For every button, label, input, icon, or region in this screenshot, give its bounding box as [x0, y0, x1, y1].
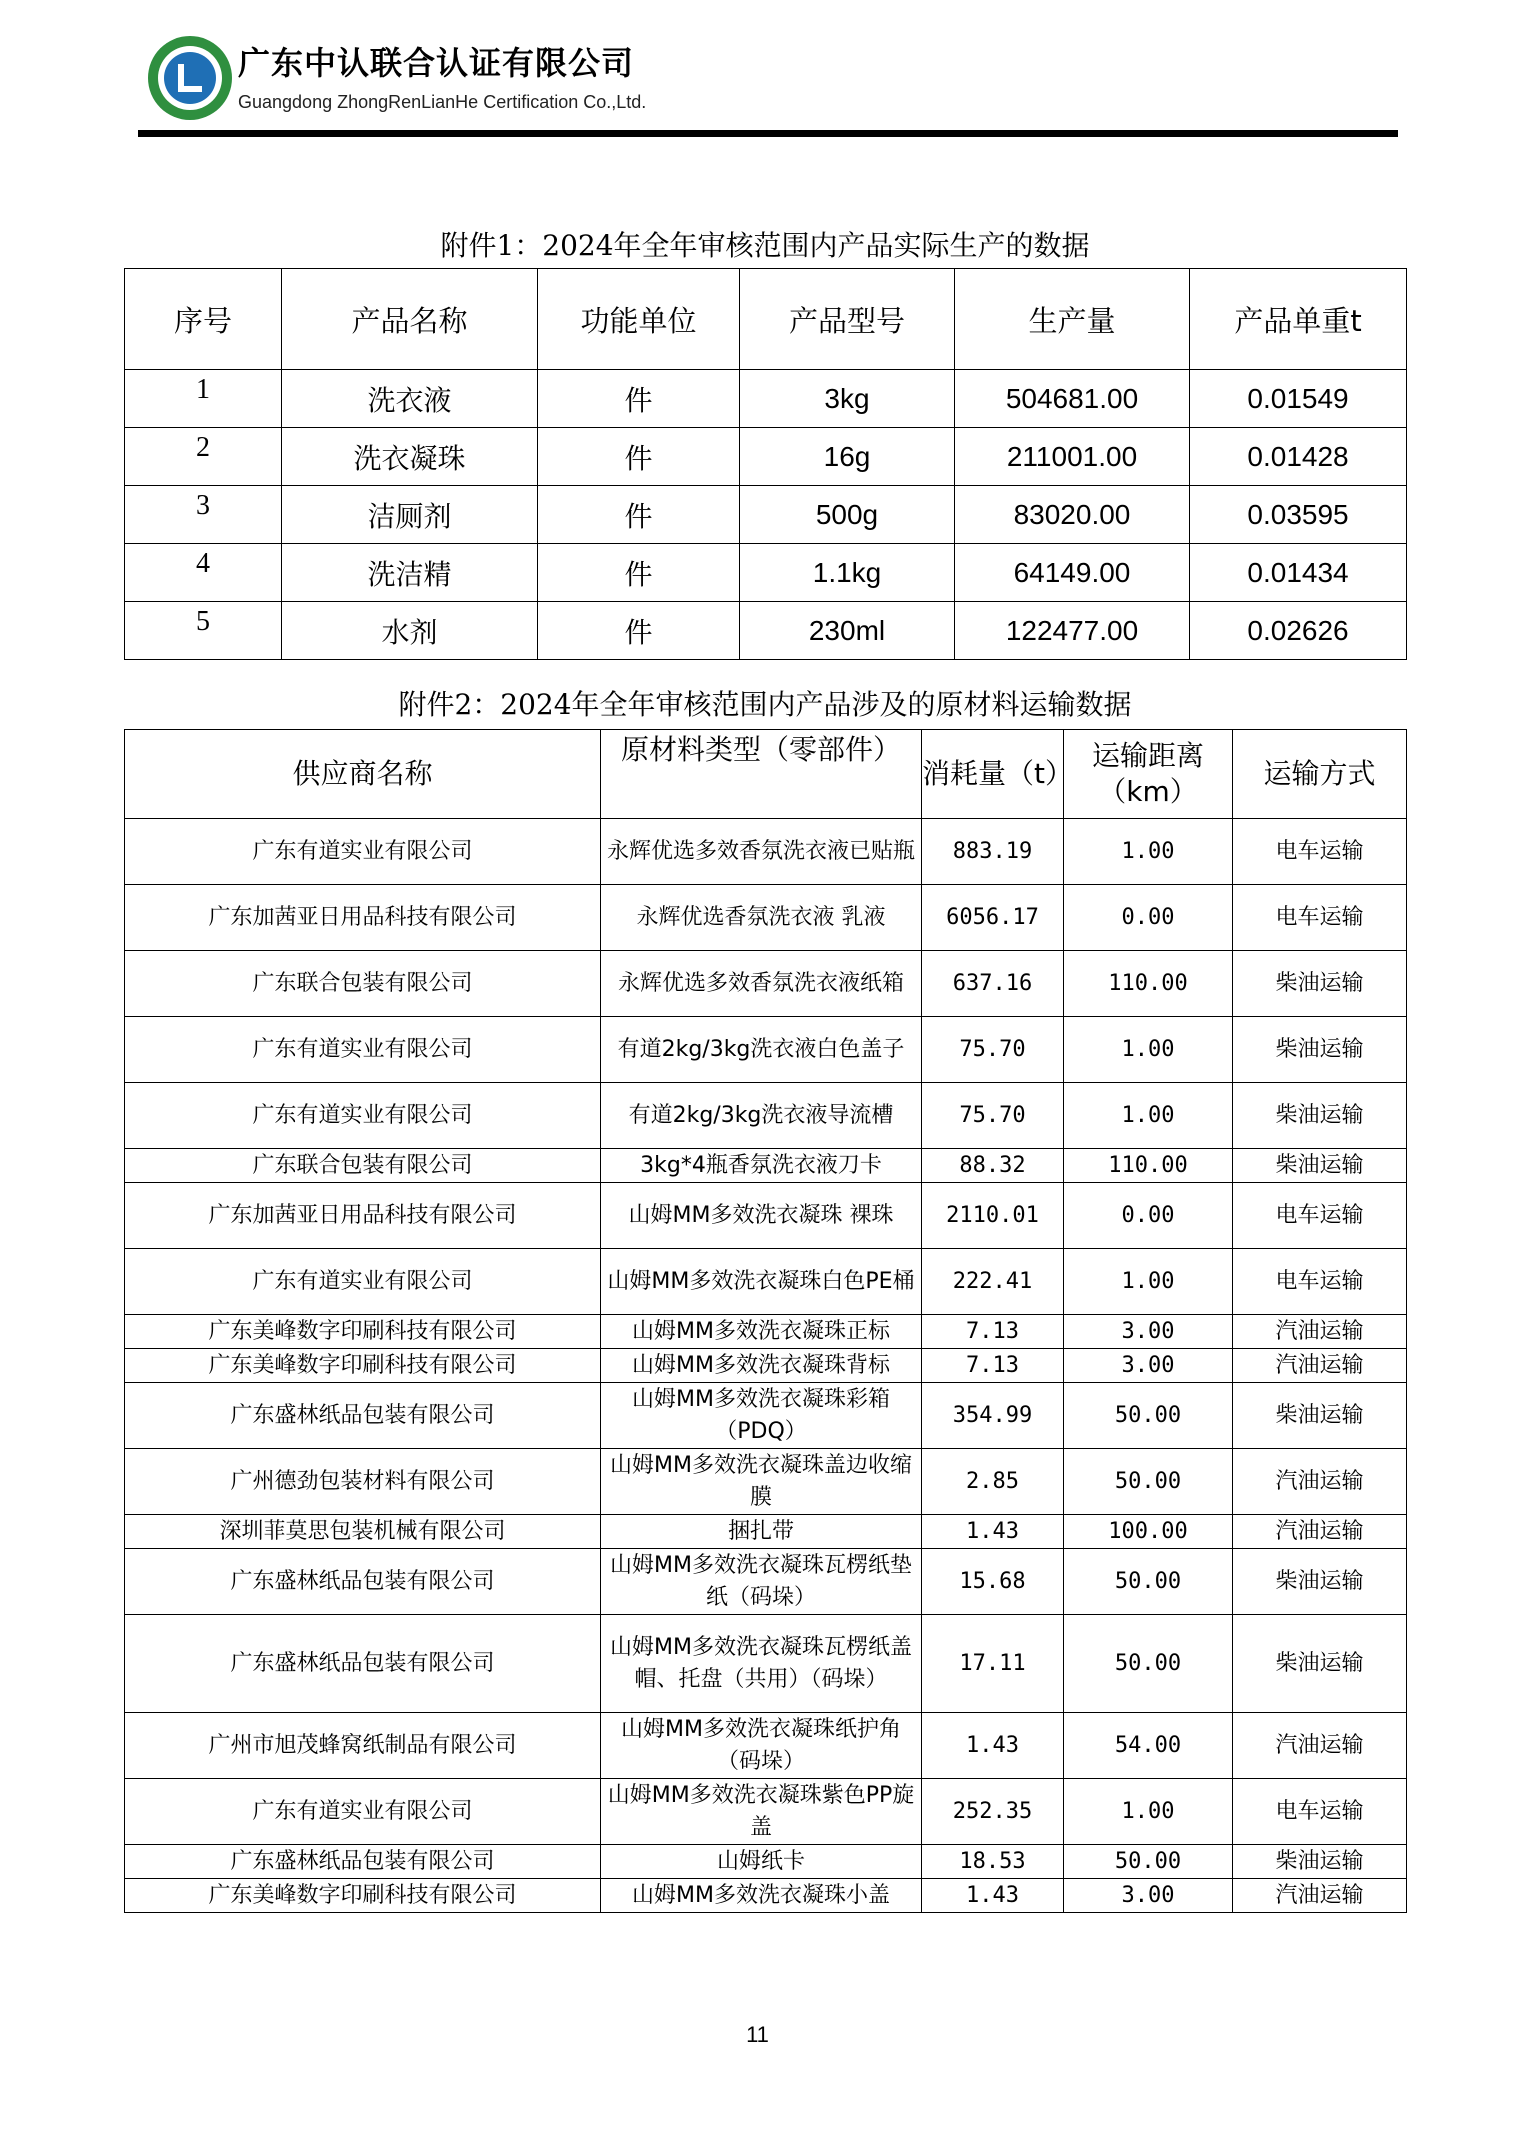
table-header-row — [125, 730, 1407, 819]
production-data-table — [124, 268, 1407, 660]
table-cell: 3kg — [740, 370, 955, 428]
table-cell: 汽油运输 — [1233, 1349, 1407, 1383]
table-row — [125, 1845, 1407, 1879]
table-cell: 柴油运输 — [1233, 1615, 1407, 1713]
table-cell: 广州市旭茂蜂窝纸制品有限公司 — [125, 1713, 601, 1779]
table-cell: 3kg*4瓶香氛洗衣液刀卡 — [601, 1149, 922, 1183]
header-cell: 运输方式 — [1233, 730, 1407, 819]
table-cell: 16g — [740, 428, 955, 486]
table-cell: 山姆MM多效洗衣凝珠正标 — [601, 1315, 922, 1349]
table-cell: 柴油运输 — [1233, 1383, 1407, 1449]
table-cell: 0.01428 — [1190, 428, 1407, 486]
table-row — [125, 1615, 1407, 1713]
table-cell: 深圳菲莫思包装机械有限公司 — [125, 1515, 601, 1549]
table-cell: 广东有道实业有限公司 — [125, 819, 601, 885]
header-divider — [138, 130, 1398, 137]
table-row — [125, 885, 1407, 951]
table-cell: 件 — [538, 370, 740, 428]
header-cell: 运输距离（km） — [1064, 730, 1233, 819]
table-cell: 水剂 — [282, 602, 538, 660]
table-cell: 0.03595 — [1190, 486, 1407, 544]
table-cell: 洗洁精 — [282, 544, 538, 602]
table-cell: 山姆MM多效洗衣凝珠紫色PP旋盖 — [601, 1779, 922, 1845]
table-row — [125, 602, 1407, 660]
table-cell: 122477.00 — [955, 602, 1190, 660]
table-cell: 柴油运输 — [1233, 1149, 1407, 1183]
table-cell: 广东有道实业有限公司 — [125, 1249, 601, 1315]
table-cell: 15.68 — [922, 1549, 1064, 1615]
table-cell: 1.1kg — [740, 544, 955, 602]
table-cell: 有道2kg/3kg洗衣液白色盖子 — [601, 1017, 922, 1083]
company-name-en: Guangdong ZhongRenLianHe Certification Co.,Ltd. — [238, 92, 647, 112]
table-cell: 山姆MM多效洗衣凝珠瓦楞纸垫纸（码垛） — [601, 1549, 922, 1615]
table-row — [125, 1549, 1407, 1615]
table-row — [125, 819, 1407, 885]
table-cell: 50.00 — [1064, 1615, 1233, 1713]
table-row — [125, 1713, 1407, 1779]
table-cell: 0.01549 — [1190, 370, 1407, 428]
table-cell: 洗衣凝珠 — [282, 428, 538, 486]
table-cell: 1.43 — [922, 1713, 1064, 1779]
table-cell: 3.00 — [1064, 1315, 1233, 1349]
table-cell: 7.13 — [922, 1349, 1064, 1383]
table-row — [125, 486, 1407, 544]
table-row — [125, 1879, 1407, 1913]
table-cell: 1.00 — [1064, 1017, 1233, 1083]
table-cell: 永辉优选多效香氛洗衣液纸箱 — [601, 951, 922, 1017]
table-cell: 柴油运输 — [1233, 1845, 1407, 1879]
table-cell: 广东盛林纸品包装有限公司 — [125, 1383, 601, 1449]
table-cell: 1.00 — [1064, 1083, 1233, 1149]
header-cell: 生产量 — [955, 269, 1190, 370]
table-cell: 54.00 — [1064, 1713, 1233, 1779]
table-cell: 有道2kg/3kg洗衣液导流槽 — [601, 1083, 922, 1149]
table-cell: 230ml — [740, 602, 955, 660]
table-cell: 504681.00 — [955, 370, 1190, 428]
table-cell: 汽油运输 — [1233, 1515, 1407, 1549]
table-cell: 广东美峰数字印刷科技有限公司 — [125, 1349, 601, 1383]
header-cell: 产品型号 — [740, 269, 955, 370]
table-cell: 洁厕剂 — [282, 486, 538, 544]
table-cell: 88.32 — [922, 1149, 1064, 1183]
table-cell: 1.00 — [1064, 1779, 1233, 1845]
header-cell: 消耗量（t） — [922, 730, 1064, 819]
table-cell: 汽油运输 — [1233, 1315, 1407, 1349]
page-header — [138, 30, 1398, 142]
table-cell: 山姆MM多效洗衣凝珠纸护角（码垛） — [601, 1713, 922, 1779]
table-cell: 3.00 — [1064, 1349, 1233, 1383]
table-row — [125, 951, 1407, 1017]
table-cell: 山姆MM多效洗衣凝珠小盖 — [601, 1879, 922, 1913]
table-row — [125, 370, 1407, 428]
table-cell: 山姆MM多效洗衣凝珠瓦楞纸盖帽、托盘（共用）（码垛） — [601, 1615, 922, 1713]
table-row — [125, 1383, 1407, 1449]
table-row — [125, 1515, 1407, 1549]
table-cell: 广东有道实业有限公司 — [125, 1779, 601, 1845]
table-cell: 18.53 — [922, 1845, 1064, 1879]
header-cell: 功能单位 — [538, 269, 740, 370]
table-cell: 柴油运输 — [1233, 1083, 1407, 1149]
table-cell: 柴油运输 — [1233, 951, 1407, 1017]
material-transport-table — [124, 729, 1407, 1913]
table-cell: 50.00 — [1064, 1449, 1233, 1515]
table-cell: 件 — [538, 428, 740, 486]
table-cell: 0.02626 — [1190, 602, 1407, 660]
table-row — [125, 1349, 1407, 1383]
table-cell: 广东盛林纸品包装有限公司 — [125, 1615, 601, 1713]
table-cell: 110.00 — [1064, 1149, 1233, 1183]
table-cell: 83020.00 — [955, 486, 1190, 544]
table-cell: 3 — [125, 486, 282, 544]
table-cell: 件 — [538, 544, 740, 602]
company-name-cn: 广东中认联合认证有限公司 — [238, 44, 635, 82]
header-cell: 序号 — [125, 269, 282, 370]
table-cell: 75.70 — [922, 1017, 1064, 1083]
table-cell: 50.00 — [1064, 1845, 1233, 1879]
table-cell: 件 — [538, 602, 740, 660]
table-cell: 广东盛林纸品包装有限公司 — [125, 1549, 601, 1615]
table-row — [125, 544, 1407, 602]
table-header-row — [125, 269, 1407, 370]
table-cell: 0.00 — [1064, 885, 1233, 951]
table2-caption: 附件2：2024年全年审核范围内产品涉及的原材料运输数据 — [398, 688, 1132, 721]
table-cell: 64149.00 — [955, 544, 1190, 602]
table-row — [125, 1183, 1407, 1249]
table-cell: 广东加茜亚日用品科技有限公司 — [125, 1183, 601, 1249]
table-cell: 2110.01 — [922, 1183, 1064, 1249]
table-cell: 柴油运输 — [1233, 1017, 1407, 1083]
table-cell: 山姆MM多效洗衣凝珠 裸珠 — [601, 1183, 922, 1249]
table-cell: 电车运输 — [1233, 1779, 1407, 1845]
table-cell: 广东美峰数字印刷科技有限公司 — [125, 1879, 601, 1913]
table-cell: 354.99 — [922, 1383, 1064, 1449]
table-cell: 山姆MM多效洗衣凝珠彩箱（PDQ） — [601, 1383, 922, 1449]
table-cell: 883.19 — [922, 819, 1064, 885]
table-cell: 电车运输 — [1233, 1183, 1407, 1249]
header-cell: 产品名称 — [282, 269, 538, 370]
table-row — [125, 1449, 1407, 1515]
table-row — [125, 1779, 1407, 1845]
table-cell: 广东加茜亚日用品科技有限公司 — [125, 885, 601, 951]
table-cell: 电车运输 — [1233, 885, 1407, 951]
header-cell: 原材料类型（零部件） — [601, 730, 922, 819]
company-logo — [148, 36, 232, 120]
table-cell: 5 — [125, 602, 282, 660]
table-cell: 洗衣液 — [282, 370, 538, 428]
table-cell: 山姆MM多效洗衣凝珠背标 — [601, 1349, 922, 1383]
table-cell: 0.00 — [1064, 1183, 1233, 1249]
table-cell: 广东有道实业有限公司 — [125, 1083, 601, 1149]
table-cell: 110.00 — [1064, 951, 1233, 1017]
table-cell: 500g — [740, 486, 955, 544]
table-cell: 637.16 — [922, 951, 1064, 1017]
table-row — [125, 1315, 1407, 1349]
header-cell: 产品单重t — [1190, 269, 1407, 370]
table-cell: 电车运输 — [1233, 819, 1407, 885]
table-cell: 1.43 — [922, 1879, 1064, 1913]
table-cell: 件 — [538, 486, 740, 544]
table-cell: 捆扎带 — [601, 1515, 922, 1549]
table1-caption: 附件1：2024年全年审核范围内产品实际生产的数据 — [440, 229, 1090, 262]
table-cell: 山姆MM多效洗衣凝珠白色PE桶 — [601, 1249, 922, 1315]
table-cell: 广东美峰数字印刷科技有限公司 — [125, 1315, 601, 1349]
table-cell: 永辉优选多效香氛洗衣液已贴瓶 — [601, 819, 922, 885]
table-cell: 山姆纸卡 — [601, 1845, 922, 1879]
table-cell: 252.35 — [922, 1779, 1064, 1845]
table-cell: 汽油运输 — [1233, 1879, 1407, 1913]
table-cell: 1.43 — [922, 1515, 1064, 1549]
table-row — [125, 1249, 1407, 1315]
table-cell: 广东有道实业有限公司 — [125, 1017, 601, 1083]
table-cell: 1 — [125, 370, 282, 428]
table-cell: 17.11 — [922, 1615, 1064, 1713]
header-cell: 供应商名称 — [125, 730, 601, 819]
table-cell: 汽油运输 — [1233, 1449, 1407, 1515]
table-row — [125, 1149, 1407, 1183]
table-cell: 柴油运输 — [1233, 1549, 1407, 1615]
table-cell: 1.00 — [1064, 819, 1233, 885]
table-cell: 75.70 — [922, 1083, 1064, 1149]
table-row — [125, 1017, 1407, 1083]
table-cell: 50.00 — [1064, 1549, 1233, 1615]
table-cell: 222.41 — [922, 1249, 1064, 1315]
page-number: 11 — [746, 2022, 769, 2047]
table-cell: 100.00 — [1064, 1515, 1233, 1549]
table-cell: 广州德劲包装材料有限公司 — [125, 1449, 601, 1515]
table-row — [125, 1083, 1407, 1149]
table-cell: 永辉优选香氛洗衣液 乳液 — [601, 885, 922, 951]
table-cell: 3.00 — [1064, 1879, 1233, 1913]
table-cell: 广东联合包装有限公司 — [125, 951, 601, 1017]
table-cell: 山姆MM多效洗衣凝珠盖边收缩膜 — [601, 1449, 922, 1515]
table-cell: 7.13 — [922, 1315, 1064, 1349]
table-cell: 2.85 — [922, 1449, 1064, 1515]
table-cell: 6056.17 — [922, 885, 1064, 951]
table-cell: 0.01434 — [1190, 544, 1407, 602]
table-cell: 电车运输 — [1233, 1249, 1407, 1315]
table-cell: 1.00 — [1064, 1249, 1233, 1315]
table-cell: 211001.00 — [955, 428, 1190, 486]
table-cell: 汽油运输 — [1233, 1713, 1407, 1779]
table-cell: 广东盛林纸品包装有限公司 — [125, 1845, 601, 1879]
table-row — [125, 428, 1407, 486]
table-cell: 广东联合包装有限公司 — [125, 1149, 601, 1183]
table-cell: 50.00 — [1064, 1383, 1233, 1449]
table-cell: 4 — [125, 544, 282, 602]
table-cell: 2 — [125, 428, 282, 486]
